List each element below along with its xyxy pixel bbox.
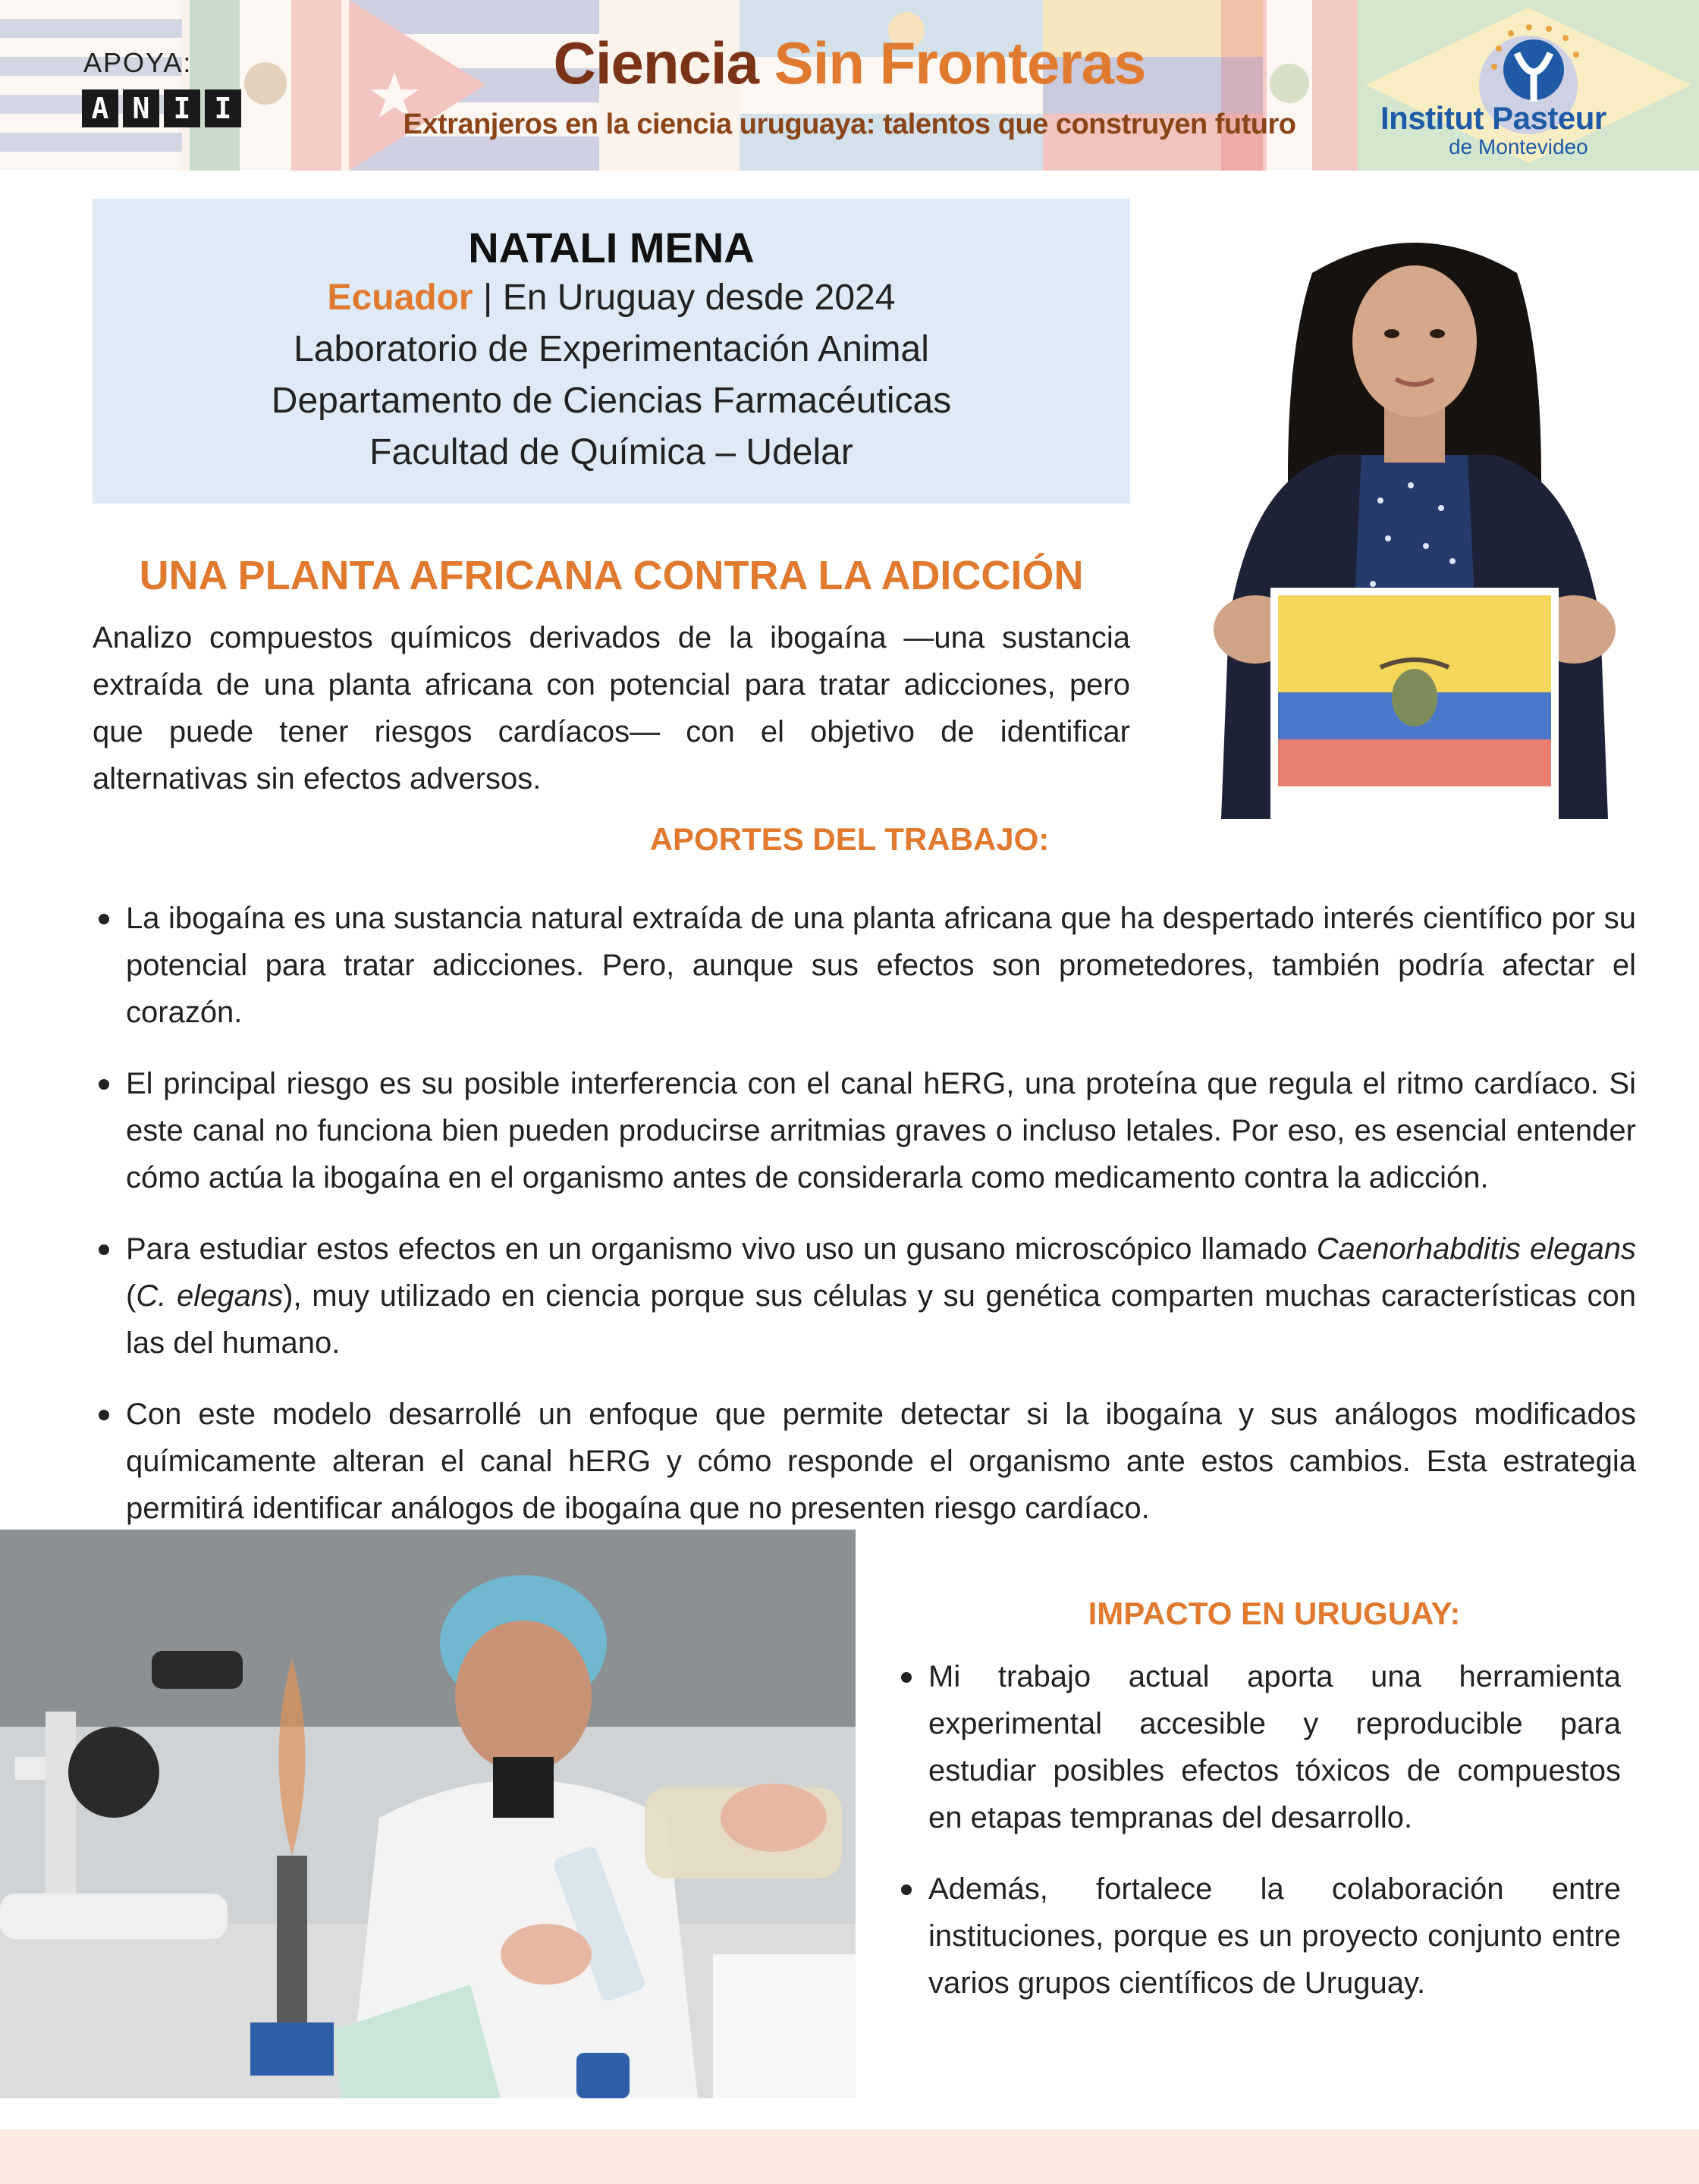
list-item-text: (	[126, 1279, 137, 1313]
ecuador-flag-icon	[1270, 588, 1559, 819]
list-item	[93, 1225, 1636, 1367]
list-item: Además, fortalece la colaboración entre instituciones, porque es un proyecto conjunto entre varios grupos científicos de Uruguay.	[895, 1866, 1621, 2007]
species-short-name: C. elegans	[136, 1279, 284, 1313]
page-header	[0, 0, 1699, 171]
institut-pasteur-logo	[1369, 23, 1619, 159]
profile-box	[93, 199, 1130, 504]
anii-logo-letter: I	[164, 89, 200, 127]
list-item: Mi trabajo actual aporta una herramienta experimental accesible y reproducible para estudiar posibles efectos tóxicos de compuestos en etapas tempranas del desarrollo.	[895, 1653, 1621, 1841]
pasteur-name: Institut Pasteur	[1380, 100, 1606, 136]
site-subtitle: Extranjeros en la ciencia uruguaya: talentos que construyen futuro	[403, 108, 1296, 140]
list-item-text: ), muy utilizado en ciencia porque sus células y su genética comparten muchas características con las del humano.	[126, 1279, 1636, 1360]
title-part-1: Ciencia	[553, 30, 758, 96]
species-name: Caenorhabditis elegans	[1316, 1232, 1637, 1266]
impacto-list	[895, 1653, 1621, 2031]
aportes-heading: APORTES DEL TRABAJO:	[649, 821, 1050, 857]
anii-logo-letter: I	[205, 89, 241, 127]
list-item: La ibogaína es una sustancia natural extraída de una planta africana que ha despertado interés científico por su potencial para tratar adicciones. Pero, aunque sus efectos son prometedores, también podría afectar el corazón.	[93, 895, 1636, 1036]
scientist-name: NATALI MENA	[468, 224, 755, 271]
list-item: El principal riesgo es su posible interferencia con el canal hERG, una proteína que regula el ritmo cardíaco. Si este canal no funciona bien pueden producirse arritmias graves o incluso letales. Por eso, es esencial entender cómo actúa la ibogaína en el organismo antes de considerarla como medicamento contra la adicción.	[93, 1060, 1636, 1201]
title-part-2: Sin Fronteras	[774, 30, 1146, 96]
lab-photo	[0, 1530, 856, 2098]
department-name: Departamento de Ciencias Farmacéuticas	[271, 381, 952, 421]
origin-line	[93, 272, 1130, 324]
anii-logo-letter: A	[82, 89, 118, 127]
anii-logo-letter: N	[123, 89, 159, 127]
pasteur-emblem-icon	[1479, 23, 1585, 106]
lab-name: Laboratorio de Experimentación Animal	[294, 329, 929, 369]
impacto-heading: IMPACTO EN URUGUAY:	[1088, 1596, 1461, 1631]
support-label: APOYA:	[83, 47, 193, 78]
portrait-photo	[1183, 228, 1646, 819]
list-item: Con este modelo desarrollé un enfoque que permite detectar si la ibogaína y sus análogos modificados químicamente alteran el canal hERG y cómo responde el organismo ante estos cambios. Esta estrategia permitirá identificar análogos de ibogaína que no presenten riesgo cardíaco.	[93, 1391, 1636, 1532]
research-intro: Analizo compuestos químicos derivados de la ibogaína —una sustancia extraída de una planta africana con potencial para tratar adicciones, pero que puede tener riesgos cardíacos— con el objetivo de identificar alternativas sin efectos adversos.	[93, 621, 1130, 795]
aportes-list	[93, 895, 1636, 1556]
arrival-year: | En Uruguay desde 2024	[473, 278, 896, 318]
pasteur-city: de Montevideo	[1449, 135, 1588, 158]
footer-band	[0, 2129, 1699, 2184]
list-item-text: Para estudiar estos efectos en un organismo vivo uso un gusano microscópico llamado	[126, 1232, 1317, 1266]
research-heading: UNA PLANTA AFRICANA CONTRA LA ADICCIÓN	[139, 553, 1084, 598]
faculty-name: Facultad de Química – Udelar	[369, 432, 853, 472]
origin-country: Ecuador	[327, 278, 473, 318]
